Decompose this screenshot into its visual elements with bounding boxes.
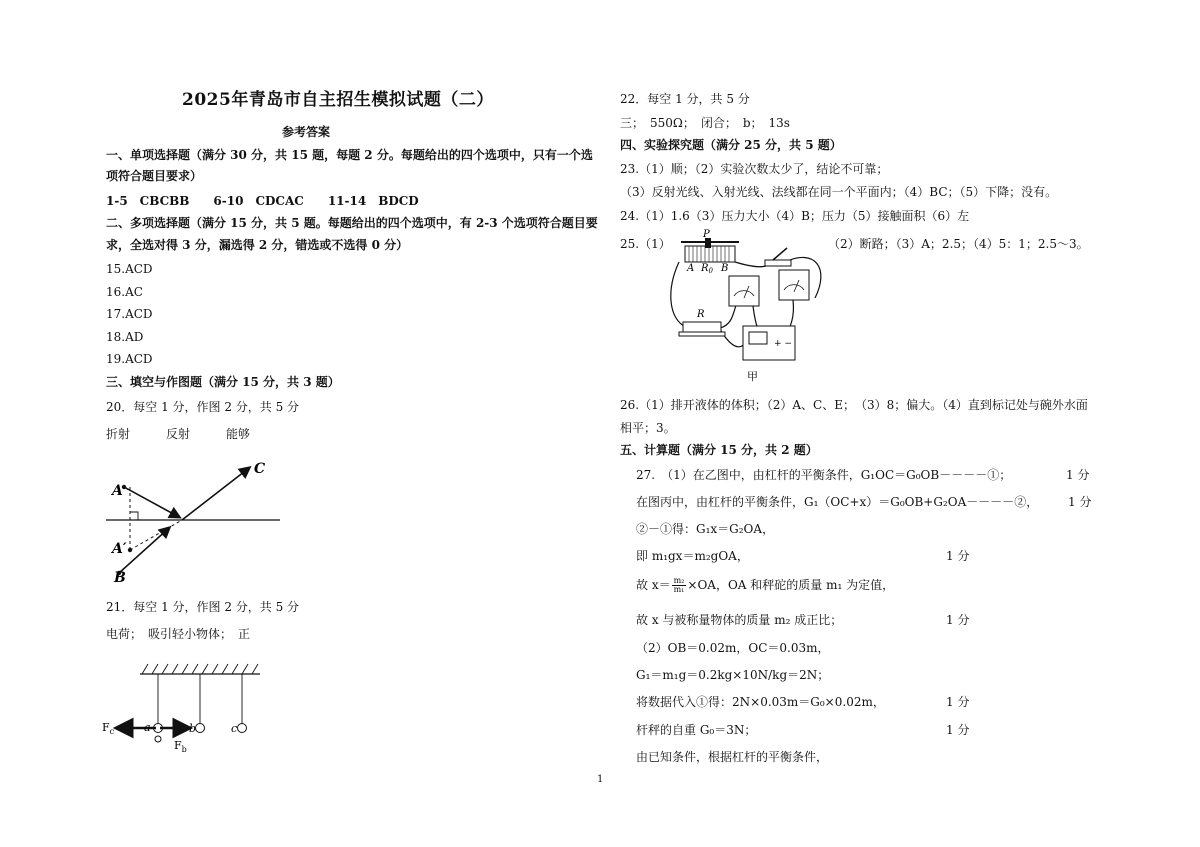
q26-line1: 26.（1）排开液体的体积；（2）A、C、E； （3）8；偏大。（4）直到标记处与碗外水面 — [620, 398, 1088, 412]
label-r: R — [697, 309, 705, 320]
page-number: 1 — [597, 774, 604, 785]
q21-answers: 电荷； 吸引轻小物体； 正 — [106, 627, 251, 641]
label-ball-a: a — [144, 721, 151, 734]
answer-15: 15.ACD — [106, 262, 153, 276]
q20-head: 20．每空 1 分，作图 2 分，共 5 分 — [106, 400, 300, 414]
q25-rest: （2）断路；（3）A；2.5；（4）5：1；2.5～3。 — [828, 237, 1089, 251]
label-jia: 甲 — [747, 370, 758, 383]
q20-answers: 折射 反射 能够 — [106, 427, 251, 441]
answer-18: 18.AD — [106, 330, 144, 344]
answer-19: 19.ACD — [106, 352, 153, 366]
ball-c — [238, 724, 247, 733]
label-b: B — [114, 570, 126, 585]
q27-line7: （2）OB＝0.02m，OC＝0.03m， — [636, 641, 830, 655]
section1-answers: 1-5 CBCBB 6-10 CDCAC 11-14 BDCD — [106, 194, 419, 208]
q27-line2: 在图丙中，由杠杆的平衡条件，G₁（OC+x）＝G₀OB+G₂OA－－－－②， — [636, 495, 1039, 509]
q24-answer: 24.（1）1.6（3）压力大小（4）B；压力（5）接触面积（6）左 — [620, 209, 970, 223]
q27-score-6: 1 分 — [946, 723, 970, 737]
q23-line1: 23.（1）顺；（2）实验次数太少了，结论不可靠； — [620, 162, 889, 176]
page-title: 2025年青岛市自主招生模拟试题（二） — [182, 90, 494, 110]
svg-text:+ −: + − — [774, 339, 792, 349]
q25-label: 25.（1） — [620, 237, 671, 251]
section2-heading-line1: 二、多项选择题（满分 15 分，共 5 题。每题给出的四个选项中，有 2-3 个选项符合题目要 — [106, 216, 598, 230]
q27-line1: 27. （1）在乙图中，由杠杆的平衡条件，G₁OC＝G₀OB－－－－①； — [636, 468, 1012, 482]
q20-reflection-figure — [104, 455, 284, 585]
q22-answers: 三； 550Ω； 闭合； b； 13s — [620, 116, 790, 130]
label-fb: $F_b$ — [174, 739, 187, 754]
answer-16: 16.AC — [106, 285, 143, 299]
q22-head: 22．每空 1 分，共 5 分 — [620, 92, 750, 106]
q27-score-1: 1 分 — [1066, 468, 1090, 482]
q27-line8: G₁＝m₁g＝0.2kg×10N/kg＝2N； — [636, 668, 830, 682]
q21-charged-balls-figure — [100, 660, 270, 755]
incident-ray — [124, 487, 179, 517]
fraction-m2-over-m1: $\frac{\text{m₂}}{\text{m₁}}$ — [673, 576, 685, 594]
q25-circuit-figure — [665, 228, 825, 385]
answer-17: 17.ACD — [106, 307, 153, 321]
q27-line6: 故 x 与被称量物体的质量 m₂ 成正比； — [636, 613, 843, 627]
label-p: P — [703, 229, 710, 240]
label-rheostat-b: B — [721, 263, 729, 274]
section3-heading: 三、填空与作图题（满分 15 分，共 3 题） — [106, 375, 340, 389]
q27-line9: 将数据代入①得：2N×0.03m＝G₀×0.02m， — [636, 695, 885, 709]
q27-line10: 杆秤的自重 G₀＝3N； — [636, 723, 757, 737]
ball-a-lower — [155, 736, 161, 742]
section1-heading-line1: 一、单项选择题（满分 30 分，共 15 题，每题 2 分。每题给出的四个选项中，只有一个选 — [106, 148, 593, 162]
reflected-ray — [182, 468, 249, 520]
label-ball-c: c — [231, 722, 238, 735]
answer-subtitle: 参考答案 — [282, 125, 331, 139]
virtual-ray-dashed — [130, 520, 182, 550]
section2-heading-line2: 求，全选对得 3 分，漏选得 2 分，错选或不选得 0 分） — [106, 238, 409, 252]
label-fc: $F_c$ — [102, 721, 115, 736]
label-a-prime: A′ — [112, 541, 127, 557]
q23-line2: （3）反射光线、入射光线、法线都在同一个平面内；（4）BC；（5）下降；没有。 — [620, 185, 1058, 199]
q21-head: 21．每空 1 分，作图 2 分，共 5 分 — [106, 600, 300, 614]
label-ball-b: b — [189, 722, 197, 735]
section5-heading: 五、计算题（满分 15 分，共 2 题） — [620, 443, 818, 457]
label-c: C — [254, 461, 266, 477]
q27-score-2: 1 分 — [1068, 495, 1092, 509]
q27-line5: 故 x＝ $\frac{\text{m₂}}{\text{m₁}}$ ×OA，OA 和秤砣的质量 m₁ 为定值， — [636, 576, 895, 594]
switch-base — [765, 260, 791, 266]
q27-score-5: 1 分 — [946, 695, 970, 709]
ceiling-hatching — [142, 664, 258, 674]
right-angle-mark — [130, 512, 138, 520]
ball-b — [196, 724, 205, 733]
q27-line11: 由已知条件，根据杠杆的平衡条件， — [636, 750, 829, 764]
label-r0: $R_0$ — [701, 263, 713, 275]
q27-line3: ②－①得：G₁x＝G₂OA， — [636, 522, 775, 536]
switch-lever — [773, 248, 787, 260]
q26-line2: 相平；3。 — [620, 421, 676, 435]
label-rheostat-a: A — [687, 263, 695, 274]
rheostat-body — [685, 246, 735, 262]
section1-heading-line2: 项符合题目要求） — [106, 169, 203, 183]
q27-score-3: 1 分 — [946, 549, 970, 563]
section4-heading: 四、实验探究题（满分 25 分，共 5 题） — [620, 138, 842, 152]
label-a: A — [112, 483, 123, 499]
q27-line4: 即 m₁gx＝m₂gOA， — [636, 549, 749, 563]
q27-score-4: 1 分 — [946, 613, 970, 627]
